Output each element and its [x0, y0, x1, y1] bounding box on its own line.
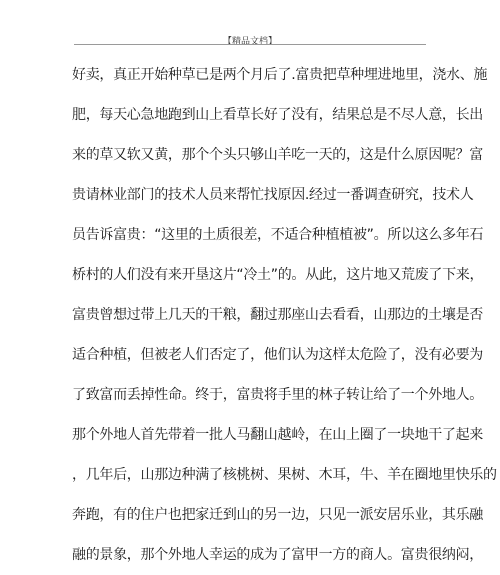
text-line: ，几年后，山那边种满了核桃树、果树、木耳，牛、羊在圈地里快乐的	[72, 467, 497, 483]
text-line: 了致富而丢掉性命。终于，富贵将手里的林子转让给了一个外地人。	[72, 387, 483, 403]
text-line: 奔跑，有的住户也把家迁到山的另一边，只见一派安居乐业，其乐融	[72, 507, 483, 523]
text-line: 那个外地人首先带着一批人马翻山越岭，在山上圈了一块地干了起来	[72, 427, 483, 443]
text-line: 桥村的人们没有来开垦这片“冷土”的。从此，这片地又荒废了下来，	[72, 267, 484, 283]
text-line: 适合种植，但被老人们否定了，他们认为这样太危险了，没有必要为	[72, 347, 483, 363]
page-header	[0, 0, 500, 47]
text-line: 富贵曾想过带上几天的干粮，翻过那座山去看看，山那边的土壤是否	[72, 307, 483, 323]
text-line: 好卖，真正开始种草已是两个月后了.富贵把草种埋进地里，浇水、施	[72, 67, 488, 83]
text-line: 员告诉富贵：“这里的土质很差，不适合种植植被”。所以这么多年石	[72, 227, 484, 243]
text-line: 来的草又软又黄，那个个头只够山羊吃一天的，这是什么原因呢？富	[72, 147, 483, 163]
text-line: 肥，每天心急地跑到山上看草长好了没有，结果总是不尽人意，长出	[72, 107, 483, 123]
body-text	[72, 55, 497, 575]
text-line: 贵请林业部门的技术人员来帮忙找原因.经过一番调查研究，技术人	[72, 187, 474, 203]
header-divider	[74, 44, 426, 45]
header-label: 【精品文档】	[222, 37, 277, 47]
text-line: 融的景象，那个外地人幸运的成为了富甲一方的商人。富贵很纳闷，	[72, 547, 483, 563]
